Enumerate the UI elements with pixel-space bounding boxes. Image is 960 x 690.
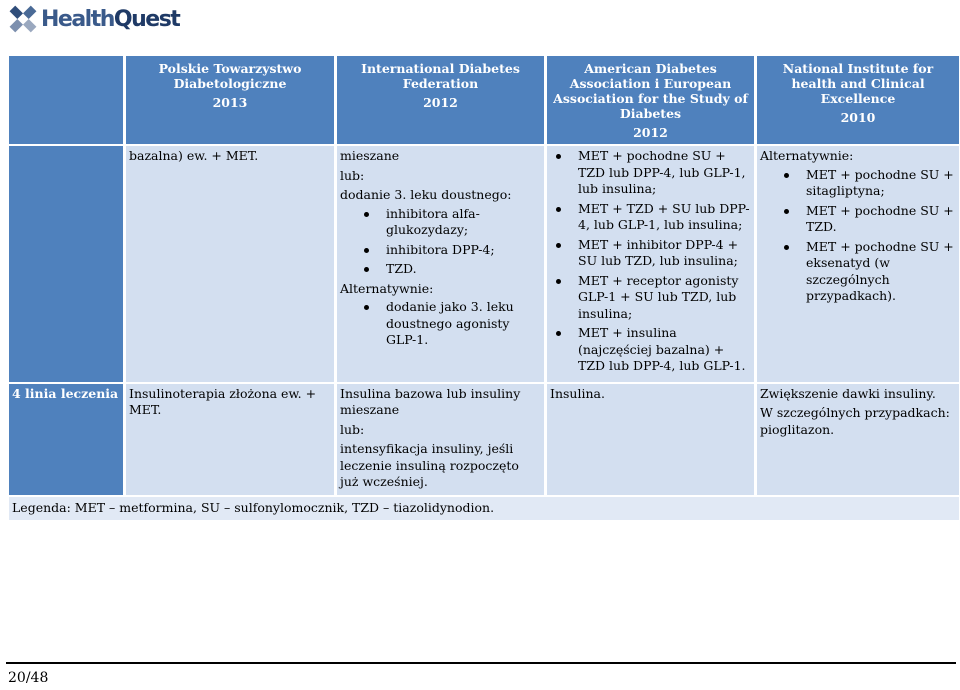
table-row-line3 xyxy=(9,146,959,382)
bullet-icon xyxy=(556,207,561,212)
list-item: dodanie jako 3. leku doustnego agonisty GLP-1. xyxy=(386,299,541,349)
healthquest-logo xyxy=(8,2,179,36)
page-number: 20/48 xyxy=(8,670,49,686)
table-row-legend xyxy=(9,497,959,521)
header-row xyxy=(9,56,959,144)
list-item: MET + TZD + SU lub DPP-4, lub GLP-1, lub insulina; xyxy=(578,201,751,234)
footer-divider xyxy=(6,662,956,664)
list-item: MET + pochodne SU + eksenatyd (w szczególnych przypadkach). xyxy=(806,239,956,305)
nice-line3-alt: Alternatywnie: xyxy=(760,148,854,163)
header-idf-year: 2012 xyxy=(423,95,458,110)
header-idf xyxy=(337,56,544,144)
cell-nice-line3 xyxy=(757,146,959,382)
bullet-icon xyxy=(784,245,789,250)
nice-line4-l2: W szczególnych przypadkach: pioglitazon. xyxy=(760,405,950,437)
bullet-icon xyxy=(364,305,369,310)
guidelines-table xyxy=(6,54,960,522)
list-item: MET + pochodne SU + TZD. xyxy=(806,203,956,236)
nice-line3-list xyxy=(760,167,956,305)
bullet-icon xyxy=(556,279,561,284)
header-pt-name: Polskie Towarzystwo Diabetologiczne xyxy=(158,61,302,91)
header-pt xyxy=(126,56,334,144)
idf-line4-l2: lub: xyxy=(340,421,365,437)
idf-line3-alt: Alternatywnie: xyxy=(340,280,434,296)
ada-line4-text: Insulina. xyxy=(550,385,605,401)
cell-pt-line4 xyxy=(126,384,334,495)
cell-ada-line3 xyxy=(547,146,754,382)
header-ada-name: American Diabetes Association i European Association for the Study of Diabetes xyxy=(553,61,748,121)
list-item: TZD. xyxy=(386,261,541,278)
bullet-icon xyxy=(556,331,561,336)
list-item: MET + insulina (najczęściej bazalna) + TZD lub DPP-4, lub GLP-1. xyxy=(578,325,751,375)
legend-cell: Legenda: MET – metformina, SU – sulfonylomocznik, TZD – tiazolidynodion. xyxy=(9,497,959,521)
header-pt-year: 2013 xyxy=(212,95,248,110)
header-empty-cell xyxy=(9,56,123,144)
list-item: inhibitora DPP-4; xyxy=(386,242,541,259)
bullet-icon xyxy=(364,267,369,272)
idf-line4-l3: intensyfikacja insuliny, jeśli leczenie insuliną rozpoczęto już wcześniej. xyxy=(340,441,519,489)
cell-ada-line4 xyxy=(547,384,754,495)
nice-line4-l1: Zwiększenie dawki insuliny. xyxy=(760,385,936,401)
bullet-icon xyxy=(784,173,789,178)
ada-line3-list xyxy=(550,148,751,375)
bullet-icon xyxy=(364,248,369,253)
idf-line4-l1: Insulina bazowa lub insuliny mieszane xyxy=(340,385,521,417)
idf-line3-l2: lub: xyxy=(340,167,365,183)
header-nice-name: National Institute for health and Clinical Excellence xyxy=(782,61,934,106)
cell-pt-line3 xyxy=(126,146,334,382)
header-ada-easd xyxy=(547,56,754,144)
list-item: inhibitora alfa-glukozydazy; xyxy=(386,206,541,239)
idf-line3-l3: dodanie 3. leku doustnego: xyxy=(340,187,512,202)
bullet-icon xyxy=(556,154,561,159)
table-row-line4 xyxy=(9,384,959,495)
pt-line3-text: bazalna) ew. + MET. xyxy=(129,148,259,163)
bullet-icon xyxy=(556,243,561,248)
row-label-empty xyxy=(9,146,123,382)
pt-line4-text: Insulinoterapia złożona ew. + MET. xyxy=(129,385,317,417)
cell-idf-line3 xyxy=(337,146,544,382)
idf-line3-l1: mieszane xyxy=(340,148,400,163)
header-idf-name: International Diabetes Federation xyxy=(361,61,520,91)
row-label-line4: 4 linia leczenia xyxy=(9,384,123,495)
logo-text: HealthQuest xyxy=(41,6,180,32)
logo-cross-icon xyxy=(8,4,38,34)
cell-nice-line4 xyxy=(757,384,959,495)
bullet-icon xyxy=(784,209,789,214)
header-nice-year: 2010 xyxy=(840,110,876,125)
list-item: MET + inhibitor DPP-4 + SU lub TZD, lub insulina; xyxy=(578,237,751,270)
list-item: MET + receptor agonisty GLP-1 + SU lub TZD, lub insulina; xyxy=(578,273,751,323)
header-nice xyxy=(757,56,959,144)
header-ada-year: 2012 xyxy=(633,125,668,140)
list-item: MET + pochodne SU + TZD lub DPP-4, lub GLP-1, lub insulina; xyxy=(578,148,751,198)
list-item: MET + pochodne SU + sitagliptyna; xyxy=(806,167,956,200)
cell-idf-line4 xyxy=(337,384,544,495)
idf-line3-list xyxy=(340,206,541,278)
idf-line3-list2 xyxy=(340,299,541,349)
bullet-icon xyxy=(364,212,369,217)
